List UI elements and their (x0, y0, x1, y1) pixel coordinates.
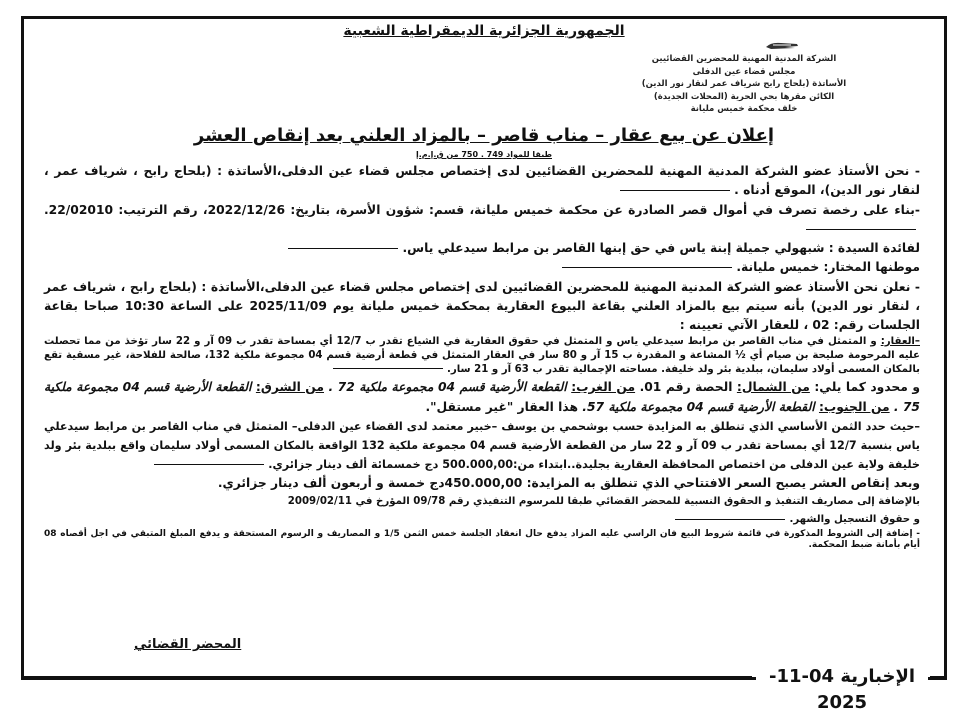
bailiff-emblem-icon (765, 41, 799, 51)
publication-date-label: الإخبارية 04-11-2025 (756, 664, 928, 690)
sale-conditions: - إضافة إلى الشروط المذكورة في قائمة شروط البيع فان الراسي عليه المزاد يدفع حال انعقاد الجلسة خمس الثمن 1/5 و المصاريف و الرسوم المستحقة و يدفع المبلغ المتبقي في اجل أقصاه 08 أيام بأمانة ضبط المحكمة. (44, 529, 920, 551)
paragraph-intro: - نحن الأستاذ عضو الشركة المدنية المهنية للمحضرين القضائيين لدى إختصاص مجلس قضاء عين الدفلى،الأساتذة : (بلحاج رابح ، شرياف عمر ، لنقار نور الدين)، الموقع أدناه . (44, 164, 920, 198)
base-price-paragraph: –حيث حدد الثمن الأساسي الذي تنطلق به المزايدة حسب بوشحمي بن يوسف –خبير معتمد لدى القضاء عين الدفلى– المتمثل في مناب القاصر بن مرابط سيدعلي ياس بنسبة 12/7 أي بمساحة تقدر ب 09 آر و 22 سار من القطعة الأرضية قسم 04 مجموعة ملكية 132 الواقعة بالمكان المسمى أولاد سليمان واقع ببلدية بئر ولد خليفة ولاية عين الدفلى من اختصاص المحافظة العقارية بجليدة..ابتداء من:500.000,00 دج خمسمائة ألف دينار جزائري. (44, 419, 921, 471)
property-label: –العقار: (880, 335, 920, 347)
organization-header (624, 53, 864, 116)
fees-paragraph: بالإضافة إلى مصاريف التنفيذ و الحقوق النسبية للمحضر القضائي طبقا للمرسوم التنفيذي رقم 09/78 المؤرخ في 2009/02/11 (287, 496, 920, 508)
paragraph-announcement: - نعلن نحن الأستاذ عضو الشركة المدنية المهنية للمحضرين القضائيين لدى إختصاص مجلس قضاء عين الدفلى،الأساتذة : (بلحاج رابح ، شرياف عمر ، لنقار نور الدين) بأنه سيتم بيع بالمزاد العلني بقاعة البيوع العقارية بمحكمة خميس مليانة يوم 2025/11/09 على الساعة 10:30 صباحا بقاعة الجلسات رقم: 02 ، للعقار الآتي تعيينه : (44, 279, 921, 332)
notice-frame (21, 16, 947, 680)
reduced-price-paragraph: وبعد إنقاص العشر يصبح السعر الافتتاحي الذي تنطلق به المزايدة: 450.000,00دج خمسة و أربعون ألف دينار جزائري. (217, 475, 920, 490)
legal-reference: طبقا للمواد 749 . 750 من ق.إ.م.إ (416, 150, 552, 159)
property-boundaries: و محدود كما يلي: من الشمال: الحصة رقم 01. من الغرب: القطعة الأرضية قسم 04 مجموعة ملكية 72 . من الشرق: القطعة الأرضية قسم 04 مجموعة ملكية 75 . من الجنوب: القطعة الأرضية قسم 04 مجموعة ملكية 57. هذا العقار "غير مستقل". (44, 379, 921, 414)
org-line: الأساتذة (بلحاج رابح شرياف عمر لنقار نور الدين) (641, 79, 847, 89)
org-line: الشركة المدنية المهنية للمحضرين القضائيين (651, 54, 837, 64)
paragraph-beneficiary: لفائدة السيدة : شبهولي جميلة إبنة ياس في حق إبنها القاصر بن مرابط سيدعلي ياس. (44, 239, 920, 258)
republic-title: الجمهورية الجزائرية الديمقراطية الشعبية (343, 23, 625, 39)
org-line: خلف محكمة خميس مليانة (690, 104, 798, 114)
bailiff-signature: المحضر القضائي (134, 637, 242, 652)
fees-registration: و حقوق التسجيل والشهر. (44, 511, 920, 529)
footer-rule (22, 676, 752, 679)
notice-headline: إعلان عن بيع عقار – مناب قاصر – بالمزاد العلني بعد إنقاص العشر (193, 125, 775, 146)
org-line: مجلس قضاء عين الدفلى (692, 66, 796, 77)
notice-body (44, 162, 920, 551)
paragraph-authorization: -بناء على رخصة تصرف في أموال قصر الصادرة عن محكمة خميس مليانة، قسم: شؤون الأسرة، بتاريخ: 2022/12/26، رقم الترتيب: 22/02010. (44, 201, 920, 240)
org-line: الكائن مقرها بحي الحرية (المحلات الجديدة) (653, 91, 835, 102)
paragraph-domicile: موطنها المختار: خميس مليانة. (44, 258, 920, 277)
property-description: –العقار: و المتمثل في مناب القاصر بن مرابط سيدعلي ياس و المتمثل في حقوق العقارية في الشياع تقدر ب 12/7 أي بمساحة تقدر ب 09 آر و 22 سار تؤخذ من مما تحصلت عليه المرحومة صليحة بن صيام أي ½ المشاعة و المقدرة ب 15 آر و 80 سار في العقار المتمثل في قطعة أرضية قسم 04 مجموعة ملكية 132، صالحة للفلاحة، غير مسقية تقع بالمكان المسمى أولاد سليمان، ببلدية بئر ولد خليفة. مساحته الإجمالية تقدر ب 63 آر و 21 سار. (44, 335, 920, 375)
footer-rule-end (930, 676, 947, 679)
